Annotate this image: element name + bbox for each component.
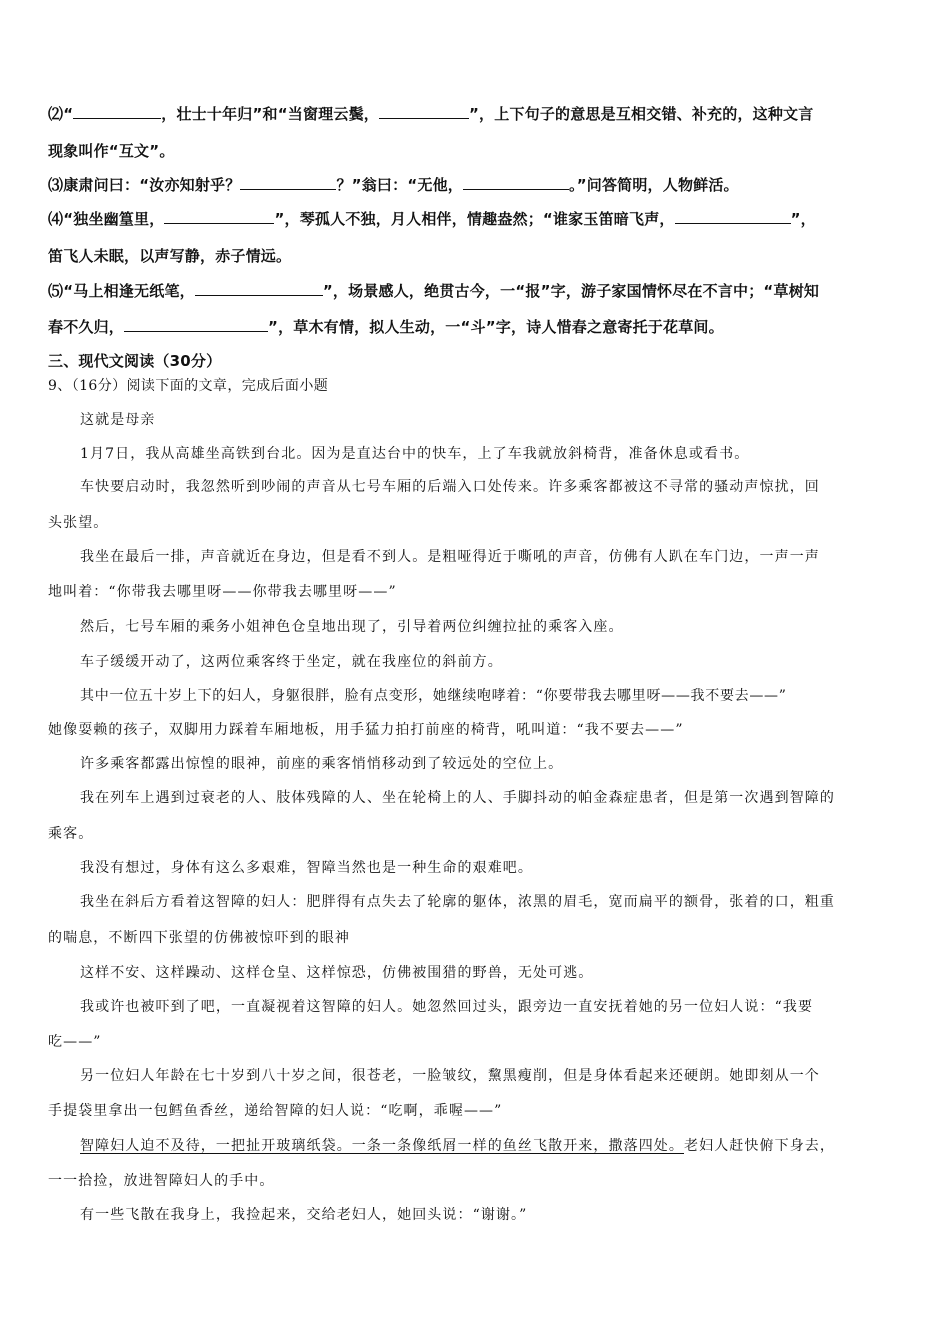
paragraph: 许多乘客都露出惊惶的眼神，前座的乘客悄悄移动到了较远处的空位上。	[80, 756, 564, 772]
paragraph-continued: 她像耍赖的孩子，双脚用力踩着车厢地板，用手猛力拍打前座的椅背，吼叫道：“我不要去——”	[48, 722, 684, 738]
q5-blank-1[interactable]	[195, 281, 323, 296]
q4-line1	[48, 208, 816, 229]
q5-blank-2[interactable]	[124, 317, 268, 332]
q4-blank-1[interactable]	[164, 209, 274, 224]
paragraph-tail: 老妇人赶快俯下身去，	[684, 1138, 835, 1154]
q2-text-c: ”，上下句子的意思是互相交错、补充的，这种文言	[468, 105, 814, 123]
paragraph-continued: 地叫着：“你带我去哪里呀——你带我去哪里呀——”	[48, 584, 397, 600]
paragraph: 我坐在斜后方看着这智障的妇人：肥胖得有点失去了轮廓的躯体，浓黑的眉毛，宽而扁平的额骨，张着的口，粗重	[80, 894, 835, 910]
q4-text-c: ”，	[790, 210, 816, 228]
q5-line1	[48, 280, 819, 301]
q2-text-b: ，壮士十年归”和“当窗理云鬓，	[161, 105, 379, 123]
q4-blank-2[interactable]	[675, 209, 791, 224]
q3-blank-1[interactable]	[240, 175, 336, 190]
q2-line1	[48, 103, 813, 124]
q3-text-b: ？”翁曰：“无他，	[336, 176, 463, 194]
q5-text-c: 春不久归，	[48, 318, 125, 336]
paragraph: 我或许也被吓到了吧，一直凝视着这智障的妇人。她忽然回过头，跟旁边一直安抚着她的另一位妇人说：“我要	[80, 999, 814, 1015]
underlined-sentence: 智障妇人迫不及待，一把扯开玻璃纸袋。一条一条像纸屑一样的鱼丝飞散开来，撒落四处。	[80, 1138, 684, 1154]
q3-text-c: 。”问答简明，人物鲜活。	[569, 176, 739, 194]
q4-text-b: ”，琴孤人不独，月人相伴，情趣盎然；“谁家玉笛暗飞声，	[274, 210, 675, 228]
q4-text-a: ⑷“独坐幽篁里，	[48, 210, 165, 228]
paragraph: 我坐在最后一排，声音就近在身边，但是看不到人。是粗哑得近于嘶吼的声音，仿佛有人趴在车门边，一声一声	[80, 549, 820, 565]
q5-text-d: ”，草木有情，拟人生动，一“斗”字，诗人惜春之意寄托于花草间。	[268, 318, 724, 336]
paragraph: 这样不安、这样躁动、这样仓皇、这样惊恐，仿佛被围猎的野兽，无处可逃。	[80, 965, 594, 981]
q2-blank-2[interactable]	[379, 104, 469, 119]
q3-line	[48, 174, 739, 195]
q2-line2: 现象叫作“互文”。	[48, 142, 175, 160]
q3-blank-2[interactable]	[463, 175, 569, 190]
q2-text-a: ⑵“	[48, 105, 74, 123]
paragraph-continued: 乘客。	[48, 826, 94, 842]
paragraph: 我在列车上遇到过衰老的人、肢体残障的人、坐在轮椅上的人、手脚抖动的帕金森症患者，但是第一次遇到智障的	[80, 790, 835, 806]
paragraph	[80, 1135, 835, 1155]
paragraph: 车子缓缓开动了，这两位乘客终于坐定，就在我座位的斜前方。	[80, 654, 503, 670]
paragraph: 然后，七号车厢的乘务小姐神色仓皇地出现了，引导着两位纠缠拉扯的乘客入座。	[80, 619, 624, 635]
q5-text-b: ”，场景感人，绝贯古今，一“报”字，游子家国情怀尽在不言中；“草树知	[322, 282, 820, 300]
paragraph: 我没有想过，身体有这么多艰难，智障当然也是一种生命的艰难吧。	[80, 860, 533, 876]
q2-blank-1[interactable]	[73, 104, 161, 119]
paragraph-continued: 一一拾捡，放进智障妇人的手中。	[48, 1173, 275, 1189]
q3-text-a: ⑶康肃问曰：“汝亦知射乎？	[48, 176, 241, 194]
paragraph-continued: 手提袋里拿出一包鳕鱼香丝，递给智障的妇人说：“吃啊，乖喔——”	[48, 1103, 503, 1119]
paragraph: 其中一位五十岁上下的妇人，身躯很胖，脸有点变形，她继续咆哮着：“你要带我去哪里呀——我不要去——”	[80, 688, 787, 704]
paragraph-continued: 的喘息，不断四下张望的仿佛被惊吓到的眼神	[48, 930, 350, 946]
paragraph: 有一些飞散在我身上，我捡起来，交给老妇人，她回头说：“谢谢。”	[80, 1207, 528, 1223]
q5-line2	[48, 316, 724, 337]
paragraph-continued: 吃——”	[48, 1034, 102, 1050]
q4-line2: 笛飞人未眠，以声写静，赤子情远。	[48, 247, 292, 265]
paragraph: 另一位妇人年龄在七十岁到八十岁之间，很苍老，一脸皱纹，黧黑瘦削，但是身体看起来还硬朗。她即刻从一个	[80, 1068, 820, 1084]
paragraph: 1月7日，我从高雄坐高铁到台北。因为是直达台中的快车，上了车我就放斜椅背，准备休息或看书。	[80, 446, 750, 462]
question-intro: 9、（16分）阅读下面的文章，完成后面小题	[48, 378, 329, 394]
paragraph-continued: 头张望。	[48, 515, 109, 531]
article-title: 这就是母亲	[80, 412, 156, 428]
section-heading: 三、现代文阅读（30分）	[48, 352, 222, 370]
paragraph: 车快要启动时，我忽然听到吵闹的声音从七号车厢的后端入口处传来。许多乘客都被这不寻常的骚动声惊扰，回	[80, 479, 820, 495]
q5-text-a: ⑸“马上相逢无纸笔，	[48, 282, 195, 300]
